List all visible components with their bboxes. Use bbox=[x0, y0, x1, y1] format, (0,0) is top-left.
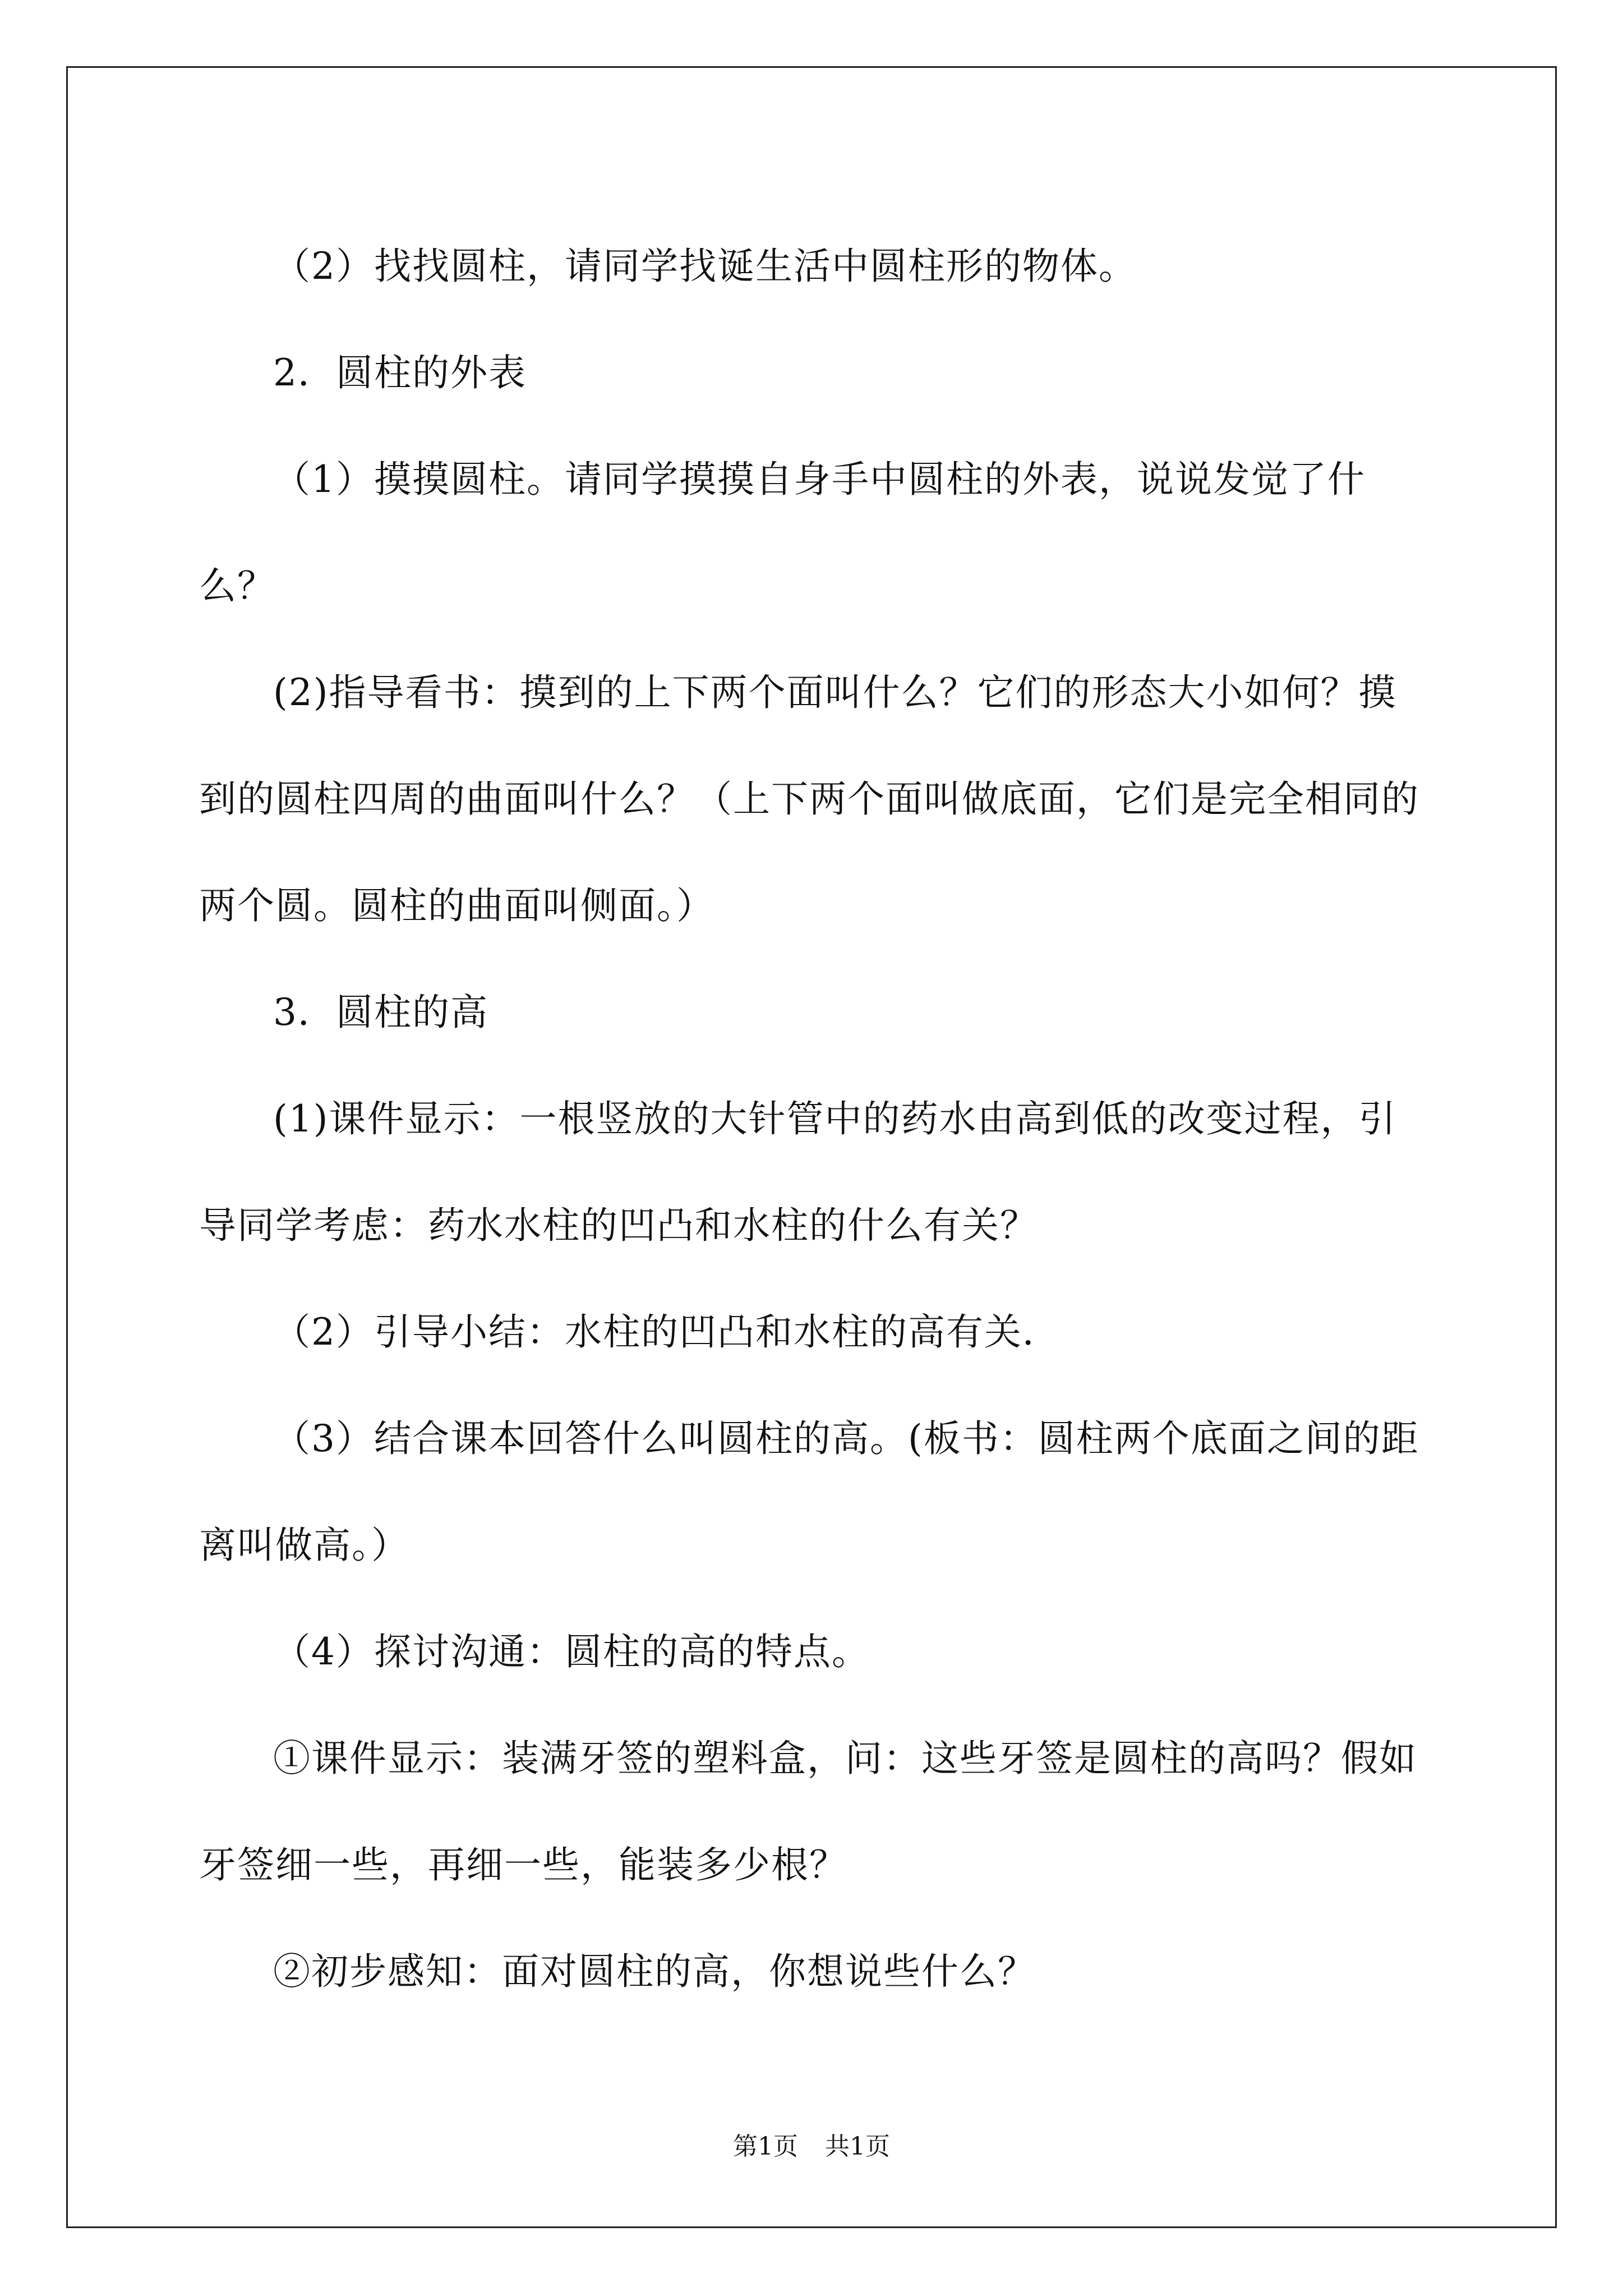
paragraph-11: ②初步感知：面对圆柱的高，你想说些什么？ bbox=[273, 1950, 1036, 1993]
paragraph-9: （4）探讨沟通：圆柱的高的特点。 bbox=[273, 1630, 870, 1673]
document-body bbox=[199, 213, 1430, 2025]
paragraph-5: 3．圆柱的高 bbox=[273, 991, 488, 1034]
paragraph-8: （3）结合课本回答什么叫圆柱的高。(板书：圆柱两个底面之间的距离叫做高。） bbox=[199, 1417, 1419, 1567]
page-total: 共1页 bbox=[825, 2132, 890, 2161]
page-number: 第1页 bbox=[733, 2132, 798, 2161]
paragraph-1: （2）找找圆柱，请同学找诞生活中圆柱形的物体。 bbox=[273, 245, 1137, 288]
paragraph-3: （1）摸摸圆柱。请同学摸摸自身手中圆柱的外表，说说发觉了什么？ bbox=[199, 458, 1366, 608]
page-footer bbox=[0, 2126, 1623, 2162]
paragraph-6: (1)课件显示：一根竖放的大针管中的药水由高到低的改变过程，引导同学考虑：药水水柱的凹凸和水柱的什么有关？ bbox=[199, 1097, 1397, 1247]
paragraph-2: 2．圆柱的外表 bbox=[273, 351, 527, 394]
paragraph-7: （2）引导小结：水柱的凹凸和水柱的高有关． bbox=[273, 1310, 1061, 1354]
paragraph-10: ①课件显示：装满牙签的塑料盒，问：这些牙签是圆柱的高吗？假如牙签细一些，再细一些，能装多少根？ bbox=[199, 1737, 1417, 1887]
paragraph-4: (2)指导看书：摸到的上下两个面叫什么？它们的形态大小如何？摸到的圆柱四周的曲面叫什么？（上下两个面叫做底面，它们是完全相同的两个圆。圆柱的曲面叫侧面。） bbox=[199, 671, 1419, 927]
